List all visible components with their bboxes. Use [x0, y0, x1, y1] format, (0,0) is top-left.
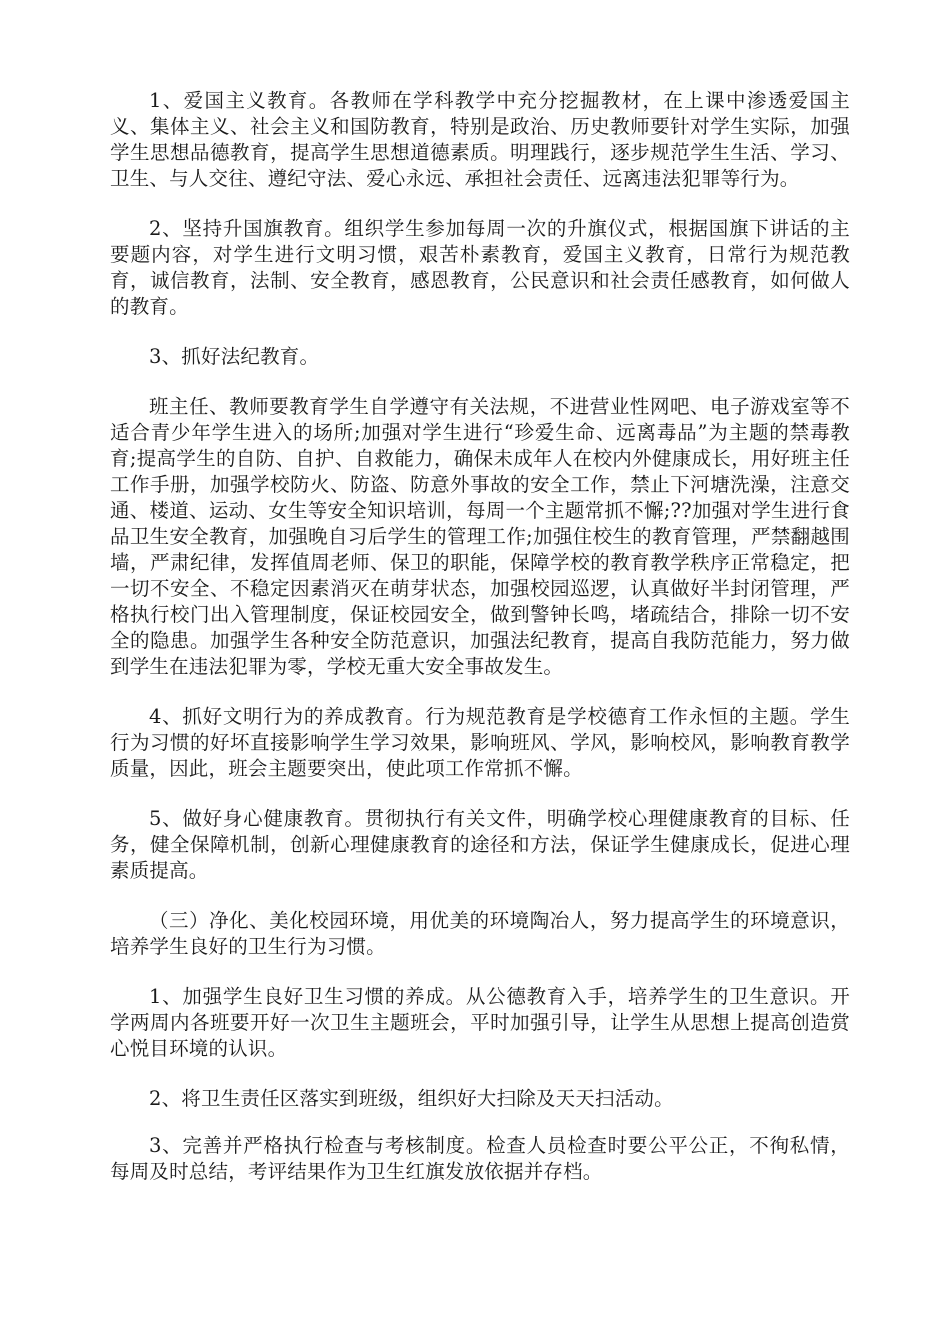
- paragraph-inspection-system: 3、完善并严格执行检查与考核制度。检查人员检查时要公平公正，不徇私情，每周及时总结，考评结果作为卫生红旗发放依据并存档。: [110, 1134, 850, 1183]
- paragraph-campus-environment: （三）净化、美化校园环境，用优美的环境陶冶人，努力提高学生的环境意识，培养学生良好的卫生行为习惯。: [110, 909, 850, 958]
- document-page: [110, 88, 850, 1209]
- paragraph-hygiene-zones: 2、将卫生责任区落实到班级，组织好大扫除及天天扫活动。: [149, 1087, 674, 1110]
- paragraph-safety-management: 班主任、教师要教育学生自学遵守有关法规，不进营业性网吧、电子游戏室等不适合青少年学生进入的场所;加强对学生进行“珍爱生命、远离毒品”为主题的禁毒教育;提高学生的自防、自护、自救能力，确保未成年人在校内外健康成长，用好班主任工作手册，加强学校防火、防盗、防意外事故的安全工作，禁止下河塘洗澡，注意交通、楼道、运动、女生等安全知识培训，每周一个主题常抓不懈;??加强对学生进行食品卫生安全教育，加强晚自习后学生的管理工作;加强住校生的教育管理，严禁翻越围墙，严肃纪律，发挥值周老师、保卫的职能，保障学校的教育教学秩序正常稳定，把一切不安全、不稳定因素消灭在萌芽状态，加强校园巡逻，认真做好半封闭管理，严格执行校门出入管理制度，保证校园安全，做到警钟长鸣，堵疏结合，排除一切不安全的隐患。加强学生各种安全防范意识，加强法纪教育，提高自我防范能力，努力做到学生在违法犯罪为零，学校无重大安全事故发生。: [110, 395, 850, 678]
- paragraph-legal-discipline-heading: 3、抓好法纪教育。: [149, 345, 320, 368]
- paragraph-civilized-behavior: 4、抓好文明行为的养成教育。行为规范教育是学校德育工作永恒的主题。学生行为习惯的好坏直接影响学生学习效果，影响班风、学风，影响校风，影响教育教学质量，因此，班会主题要突出，使此项工作常抓不懈。: [110, 705, 850, 780]
- paragraph-flag-raising-education: 2、坚持升国旗教育。组织学生参加每周一次的升旗仪式，根据国旗下讲话的主要题内容，对学生进行文明习惯，艰苦朴素教育，爱国主义教育，日常行为规范教育，诚信教育，法制、安全教育，感恩教育，公民意识和社会责任感教育，如何做人的教育。: [110, 217, 850, 318]
- paragraph-hygiene-habits: 1、加强学生良好卫生习惯的养成。从公德教育入手，培养学生的卫生意识。开学两周内各班要开好一次卫生主题班会，平时加强引导，让学生从思想上提高创造赏心悦目环境的认识。: [110, 985, 850, 1060]
- paragraph-mental-health: 5、做好身心健康教育。贯彻执行有关文件，明确学校心理健康教育的目标、任务，健全保障机制，创新心理健康教育的途径和方法，保证学生健康成长，促进心理素质提高。: [110, 807, 850, 882]
- paragraph-patriotic-education: 1、爱国主义教育。各教师在学科教学中充分挖掘教材，在上课中渗透爱国主义、集体主义、社会主义和国防教育，特别是政治、历史教师要针对学生实际，加强学生思想品德教育，提高学生思想道德素质。明理践行，逐步规范学生生活、学习、卫生、与人交往、遵纪守法、爱心永远、承担社会责任、远离违法犯罪等行为。: [110, 89, 850, 190]
